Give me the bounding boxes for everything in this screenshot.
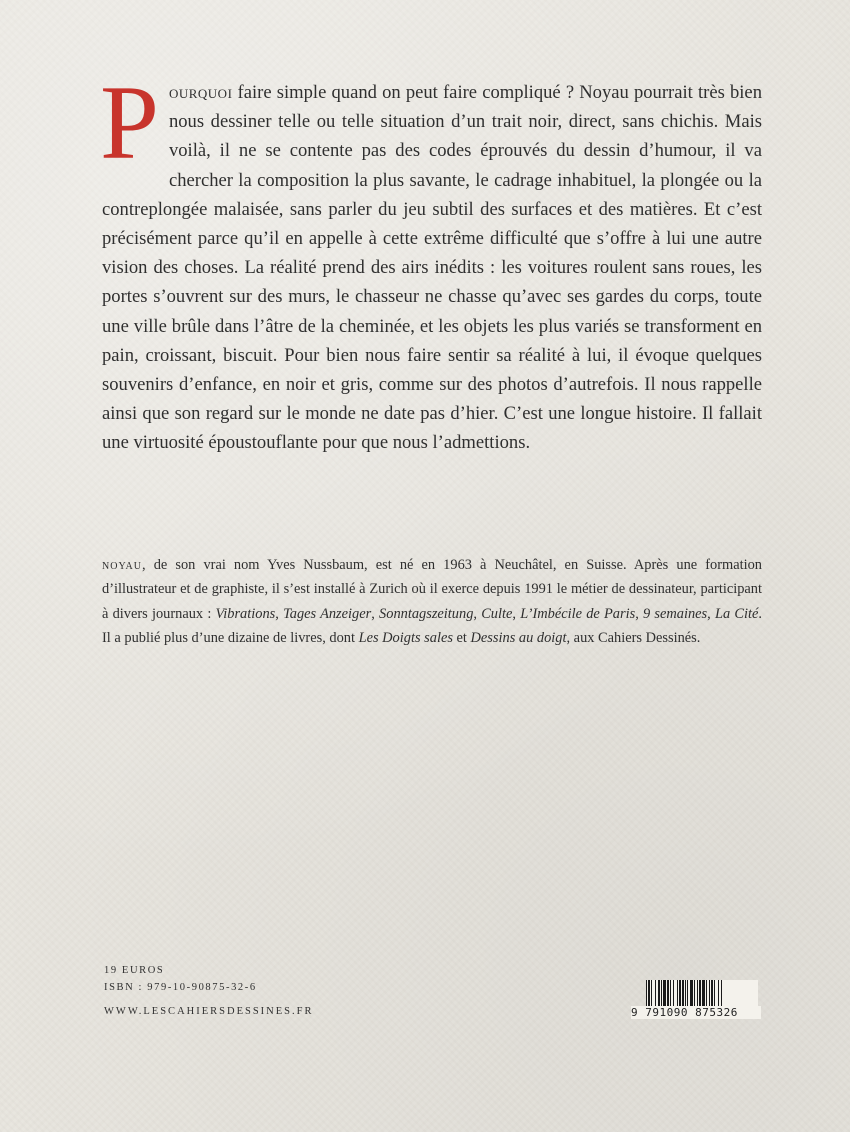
price-isbn-block xyxy=(104,962,257,996)
bio-text-1: , de son vrai nom Yves Nussbaum, est né en 1963 à Neuchâtel, en Suisse. Après une formation d’illustrateur et de graphiste, il s’est installé à Zurich où il exerce depuis 1991 le métier de dessinateur, participant à divers journaux : xyxy=(102,557,762,622)
isbn-label: ISBN : 979-10-90875-32-6 xyxy=(104,982,257,993)
bio-text-2: . Il a publié plus d’une dizaine de livres, dont xyxy=(102,605,762,647)
blurb-paragraph xyxy=(100,64,762,458)
journal-culte: Culte xyxy=(481,605,513,622)
bio-sep-3: , xyxy=(473,605,482,622)
journal-vibrations: Vibrations xyxy=(215,605,276,622)
journal-9-semaines: 9 semaines xyxy=(643,605,708,622)
author-bio xyxy=(102,553,762,651)
blurb-lead: ourquoi xyxy=(168,82,233,103)
book-les-doigts-sales: Les Doigts sales xyxy=(358,630,453,647)
barcode-digits: 9 791090 875326 xyxy=(631,1006,761,1019)
bio-sep-4: , xyxy=(512,605,521,622)
website-url: WWW.LESCAHIERSDESSINES.FR xyxy=(104,1006,314,1017)
book-dessins-au-doigt: Dessins au doigt xyxy=(470,630,567,647)
journal-la-cite: La Cité xyxy=(714,605,759,622)
journal-tages-anzeiger: Tages Anzeiger xyxy=(283,605,372,622)
price-label: 19 EUROS xyxy=(104,965,165,976)
bio-sep-2: , xyxy=(371,605,380,622)
bio-sep-5: , xyxy=(635,605,643,622)
blurb-text: faire simple quand on peut faire compliqué ? Noyau pourrait très bien nous dessiner telle ou telle situation d’un trait noir, direct, sans chichis. Mais voilà, il ne se contente pas des codes éprouvés du dessin d’humour, il va chercher la composition la plus savante, le cadrage inhabituel, la plongée ou la contreplongée malaisée, sans parler du jeu subtil des surfaces et des matières. Et c’est précisément parce qu’il en appelle à cette extrême difficulté que s’offre à lui une autre vision des choses. La réalité prend des airs inédits : les voitures roulent sans roues, les portes s’ouvrent sur des murs, le chasseur ne chasse qu’avec ses gardes du corps, toute une ville brûle dans l’âtre de la cheminée, et les objets les plus variés se transforment en pain, croissant, biscuit. Pour bien nous faire sentir sa réalité à lui, il évoque quelques souvenirs d’enfance, en noir et gris, comme sur des photos d’autrefois. Il nous rappelle ainsi que son regard sur le monde ne date pas d’hier. C’est une longue histoire. Il fallait une virtuosité époustouflante pour que nous l’admettions. xyxy=(102,82,762,454)
bio-text-4: , aux Cahiers Dessinés. xyxy=(566,630,701,647)
drop-cap: P xyxy=(100,64,159,181)
author-name: noyau xyxy=(102,557,142,573)
bio-sep-1: , xyxy=(275,605,284,622)
bio-sep-6: , xyxy=(707,605,715,622)
bio-text-3: et xyxy=(452,630,471,647)
journal-sonntagszeitung: Sonntagszeitung xyxy=(379,605,474,622)
journal-imbecile-de-paris: L’Imbécile de Paris xyxy=(520,605,636,622)
